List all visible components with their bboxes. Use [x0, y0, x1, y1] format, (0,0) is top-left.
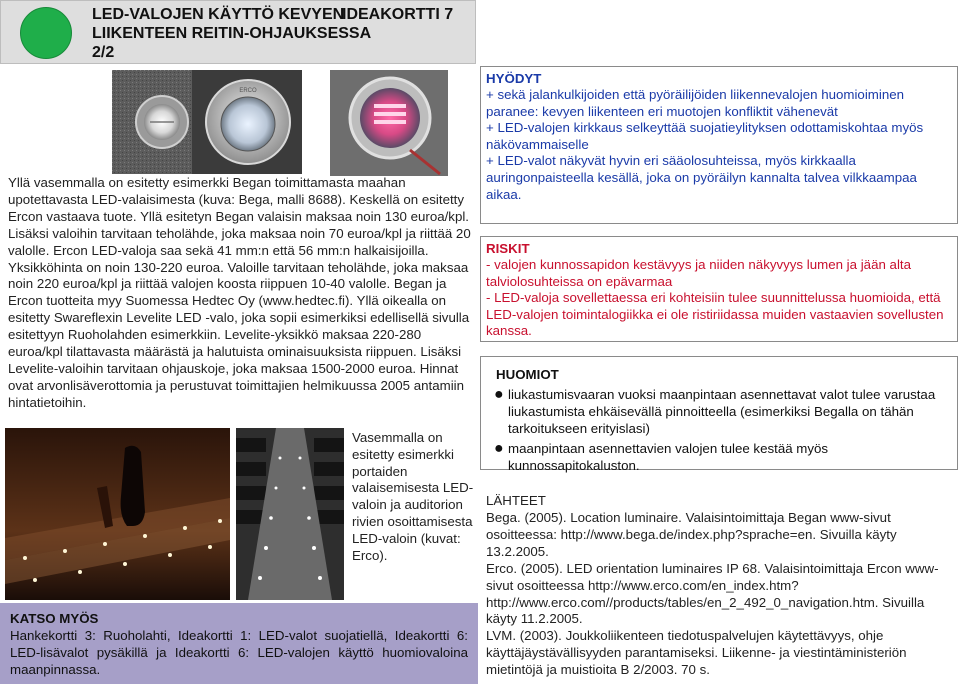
- notes-title: HUOMIOT: [496, 367, 559, 382]
- benefits-item: + sekä jalankulkijoiden että pyöräilijöiden liikennevalojen huomioiminen paranee: kevyen liikenteen eri muotojen konfliktit vähenevät: [486, 87, 905, 119]
- see-also-box: [0, 603, 478, 684]
- see-also-title: KATSO MYÖS: [10, 611, 99, 626]
- page-title: LED-VALOJEN KÄYTTÖ KEVYEN LIIKENTEEN REITIN-OHJAUKSESSA 2/2: [92, 6, 371, 61]
- card-id-label: IDEAKORTTI 7: [342, 6, 454, 23]
- ercon-led-photo: [192, 70, 302, 174]
- bullet-icon: ●: [494, 386, 504, 403]
- notes-box: [480, 356, 958, 473]
- reference-item: Erco. (2005). LED orientation luminaires IP 68. Valaisintoimittaja Ercon www-sivut osoitteessa http://www.erco.com/en_index.htm?http://www.erco.com//products/tables/en_2_492_0_navigation.htm. Sivuilla käyty 11.2.2005.: [486, 560, 939, 627]
- auditorium-aisle-photo: [236, 428, 344, 600]
- ercon-brand-text: ERCO: [239, 88, 257, 94]
- reference-item: LVM. (2003). Joukkoliikenteen tiedotuspalvelujen käytettävyys, ohje käyttäjäystävällisyyden parantamiseksi. Liikenne- ja viestintäministeriön mietintöjä ja muistioita B 2/2003. 70 s.: [486, 628, 907, 678]
- bullet-icon: ●: [494, 440, 504, 457]
- stairs-led-photo: [5, 428, 230, 600]
- risks-box: [480, 236, 958, 342]
- risks-title: RISKIT: [486, 241, 530, 256]
- risks-item: - LED-valoja sovellettaessa eri kohteisiin tulee suunnittelussa huomioida, että LED-valojen toimintalogiikka ei ole ristiriidassa muiden vastaavien sovellusten kanssa.: [486, 290, 944, 339]
- notes-item: [486, 386, 952, 437]
- benefits-item: + LED-valojen kirkkaus selkeyttää suojatieylityksen odottamiskohtaa myös näkövammaiselle: [486, 120, 924, 152]
- benefits-box: [480, 66, 958, 224]
- notes-item-text: liukastumisvaaran vuoksi maanpintaan asennettavat valot tulee varustaa liukastumista ehkäisevällä pinnoitteella (esimerkiksi Begalla on tähän tarkoitukseen erityislasi): [508, 387, 936, 436]
- notes-item: [486, 440, 952, 474]
- reference-item: Bega. (2005). Location luminaire. Valaisintoimittaja Began www-sivut osoitteessa: http://www.bega.de/index.php?sprache=en. Sivuilla käyty 13.2.2005.: [486, 510, 897, 559]
- levelite-led-photo: [330, 70, 448, 176]
- references-title: LÄHTEET: [486, 493, 546, 508]
- notes-item-text: maanpintaan asennettavien valojen tulee kestää myös kunnossapitokaluston.: [508, 441, 829, 473]
- benefits-title: HYÖDYT: [486, 71, 542, 86]
- benefits-item: + LED-valot näkyvät hyvin eri sääolosuhteissa, myös kirkkaalla auringonpaisteella kesällä, joka on pyöräilyn kannalta talvea vilkkaampaa aikaa.: [486, 153, 917, 202]
- risks-item: - valojen kunnossapidon kestävyys ja niiden näkyvyys lumen ja jään alta talviolosuhteissa on epävarmaa: [486, 257, 912, 289]
- see-also-text: Hankekortti 3: Ruoholahti, Ideakortti 1: LED-valot suojatiellä, Ideakortti 6: LED-lisävalot pysäkillä ja Ideakortti 6: LED-valojen käyttö huomiovaloina maanpinnassa.: [10, 628, 468, 677]
- green-circle-icon: [20, 7, 72, 59]
- references-section: [486, 492, 958, 679]
- product-description-text: Yllä vasemmalla on esitetty esimerkki Began toimittamasta maahan upotettavasta LED-valaisimesta (kuva: Bega, malli 8688). Keskellä on esitetty Ercon vastaava tuote. Yllä esitetyn Began valaisin maksaa noin 130 euroa/kpl. Lisäksi valoihin tarvitaan teholähde, joka maksaa noin 70 euroa/kpl ja riittää 20 valolle. Ercon LED-valoja saa sekä 41 mm:n että 56 mm:n halkaisijoilla. Yksikköhinta on noin 130-220 euroa. Valoille tarvitaan teholähde, joka maksaa noin 220 euroa/kpl ja riittää valojen koosta riippuen 10-40 valolle. Began ja Ercon tuotteita myy Suomessa Hedtec Oy (www.hedtec.fi). Yllä oikealla on esitetty Swareflexin Levelite LED -valo, joka sopii esimerkiksi edellisellä sivulla esitettyyn Ruoholahden esimerkkiin. Levelite-yksikkö maksaa 220-280 euroa/kpl tilattavasta määrästä ja halutuista ominaisuuksista riippuen. Lisäksi Levelite-valoihin tarvitaan ohjauskoje, joka maksaa 1500-2000 euroa. Hinnat ovat arvonlisäverottomia ja perustuvat toimittajien helmikuussa 2005 antamiin hintatietoihin.: [8, 175, 471, 410]
- photo-caption: Vasemmalla on esitetty esimerkki portaiden valaisemisesta LED-valoin ja auditorion rivien osoittamisesta LED-valoin (kuvat: Erco).: [352, 430, 474, 563]
